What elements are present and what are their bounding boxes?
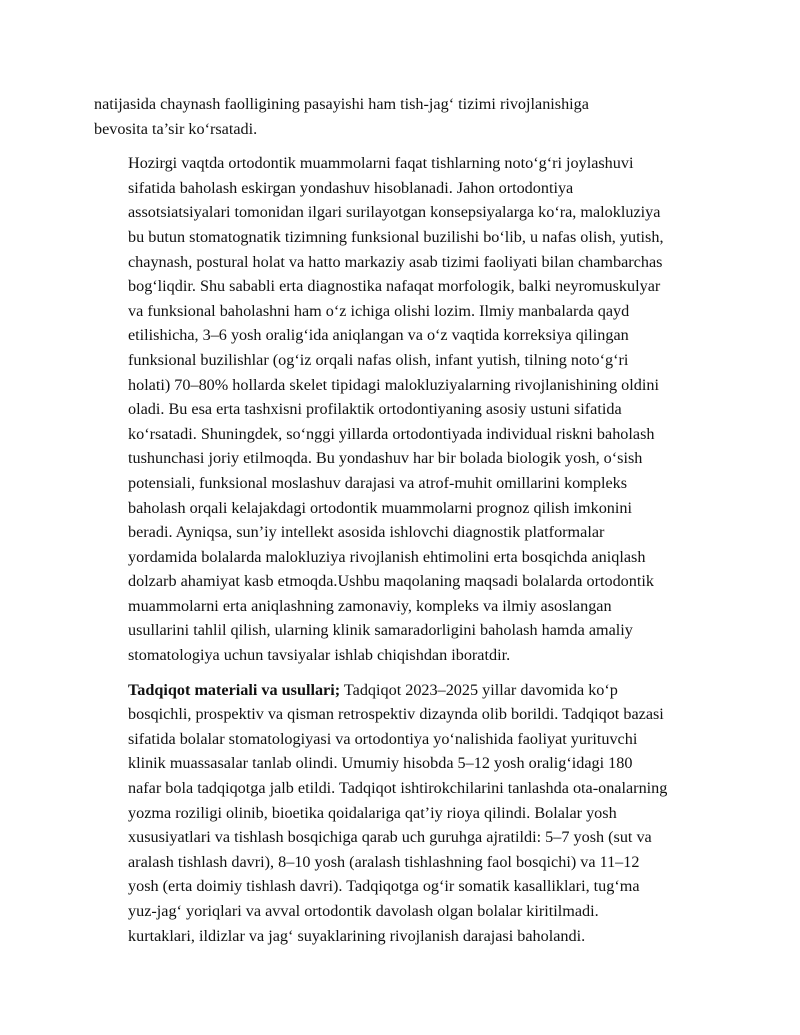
text-line: etilishicha, 3–6 yosh oralig‘ida aniqlangan va o‘z vaqtida korreksiya qilingan	[128, 326, 629, 345]
text-line: nafar bola tadqiqotga jalb etildi. Tadqiqot ishtirokchilarini tanlashda ota-onalarning	[128, 779, 668, 798]
text-line: xususiyatlari va tishlash bosqichiga qarab uch guruhga ajratildi: 5–7 yosh (sut va	[128, 828, 652, 847]
text-line: beradi. Ayniqsa, sun’iy intellekt asosida ishlovchi diagnostik platformalar	[128, 523, 605, 542]
text-line: yuz-jag‘ yoriqlari va avval ortodontik davolash olgan bolalar kiritilmadi.	[128, 902, 599, 920]
text-line: bosqichli, prospektiv va qisman retrospektiv dizaynda olib borildi. Tadqiqot bazasi	[128, 705, 664, 724]
text-line: potensiali, funksional moslashuv darajasi va atrof-muhit omillarini kompleks	[128, 473, 628, 492]
text-line: chaynash, postural holat va hatto markaziy asab tizimi faoliyati bilan chambarchas	[128, 252, 663, 271]
paragraph-introduction	[94, 151, 724, 667]
text-line: natijasida chaynash faolligining pasayishi ham tish-jag‘ tizimi rivojlanishiga	[94, 95, 589, 113]
text-line: bevosita ta’sir ko‘rsatadi.	[94, 119, 258, 138]
text-line: yosh (erta doimiy tishlash davri). Tadqiqotga og‘ir somatik kasalliklari, tug‘ma	[128, 877, 640, 896]
text-line: Hozirgi vaqtda ortodontik muammolarni faqat tishlarning noto‘g‘ri joylashuvi	[128, 154, 634, 173]
text-line: aralash tishlash davri), 8–10 yosh (aralash tishlashning faol bosqichi) va 11–12	[128, 852, 640, 871]
text-line: bog‘liqdir. Shu sababli erta diagnostika nafaqat morfologik, balki neyromuskulyar	[128, 277, 661, 296]
text-line: usullarini tahlil qilish, ularning klinik samaradorligini baholash hamda amaliy	[128, 621, 633, 640]
text-line: stomatologiya uchun tavsiyalar ishlab chiqishdan iboratdir.	[128, 646, 511, 665]
text-line: ko‘rsatadi. Shuningdek, so‘nggi yillarda ortodontiyada individual riskni baholash	[128, 424, 655, 443]
text-line: yozma roziligi olinib, bioetika qoidalariga qat’iy rioya qilindi. Bolalar yosh	[128, 803, 617, 822]
text-line: assotsiatsiyalari tomonidan ilgari surilayotgan konsepsiyalarga ko‘ra, malokluziya	[128, 203, 661, 222]
text-line: klinik muassasalar tanlab olindi. Umumiy hisobda 5–12 yosh oralig‘idagi 180	[128, 754, 633, 773]
text-line: oladi. Bu esa erta tashxisni profilaktik ortodontiyaning asosiy ustuni sifatida	[128, 400, 622, 419]
text-line: sifatida bolalar stomatologiyasi va ortodontiya yo‘nalishida faoliyat yurituvchi	[128, 729, 638, 748]
text-line: bu butun stomatognatik tizimning funksional buzilishi bo‘lib, u nafas olish, yutish,	[128, 227, 664, 246]
text-line: va funksional baholashni ham o‘z ichiga olishi lozim. Ilmiy manbalarda qayd	[128, 301, 630, 320]
text-line: muammolarni erta aniqlashning zamonaviy, kompleks va ilmiy asoslangan	[128, 596, 612, 615]
paragraph-methods	[94, 678, 724, 949]
text-line: funksional buzilishlar (og‘iz orqali nafas olish, infant yutish, tilning noto‘g‘ri	[128, 350, 629, 369]
text-line: sifatida baholash eskirgan yondashuv hisoblanadi. Jahon ortodontiya	[128, 178, 574, 197]
text-line: holati) 70–80% hollarda skelet tipidagi malokluziyalarning rivojlanishining oldini	[128, 375, 659, 394]
text-line	[94, 678, 724, 703]
heading-line-rest: Tadqiqot 2023–2025 yillar davomida ko‘p	[340, 680, 618, 699]
text-line: yordamida bolalarda malokluziya rivojlanish ehtimolini erta bosqichda aniqlash	[128, 547, 646, 566]
text-line: dolzarb ahamiyat kasb etmoqda.Ushbu maqolaning maqsadi bolalarda ortodontik	[128, 572, 654, 591]
text-line: kurtaklari, ildizlar va jag‘ suyaklarining rivojlanish darajasi baholandi.	[128, 926, 586, 945]
text-line: baholash orqali kelajakdagi ortodontik muammolarni prognoz qilish imkonini	[128, 498, 632, 517]
document-page	[94, 92, 724, 948]
paragraph-continuation	[94, 92, 724, 141]
section-heading: Tadqiqot materiali va usullari;	[128, 680, 341, 699]
text-line: tushunchasi joriy etilmoqda. Bu yondashuv har bir bolada biologik yosh, o‘sish	[128, 449, 643, 468]
